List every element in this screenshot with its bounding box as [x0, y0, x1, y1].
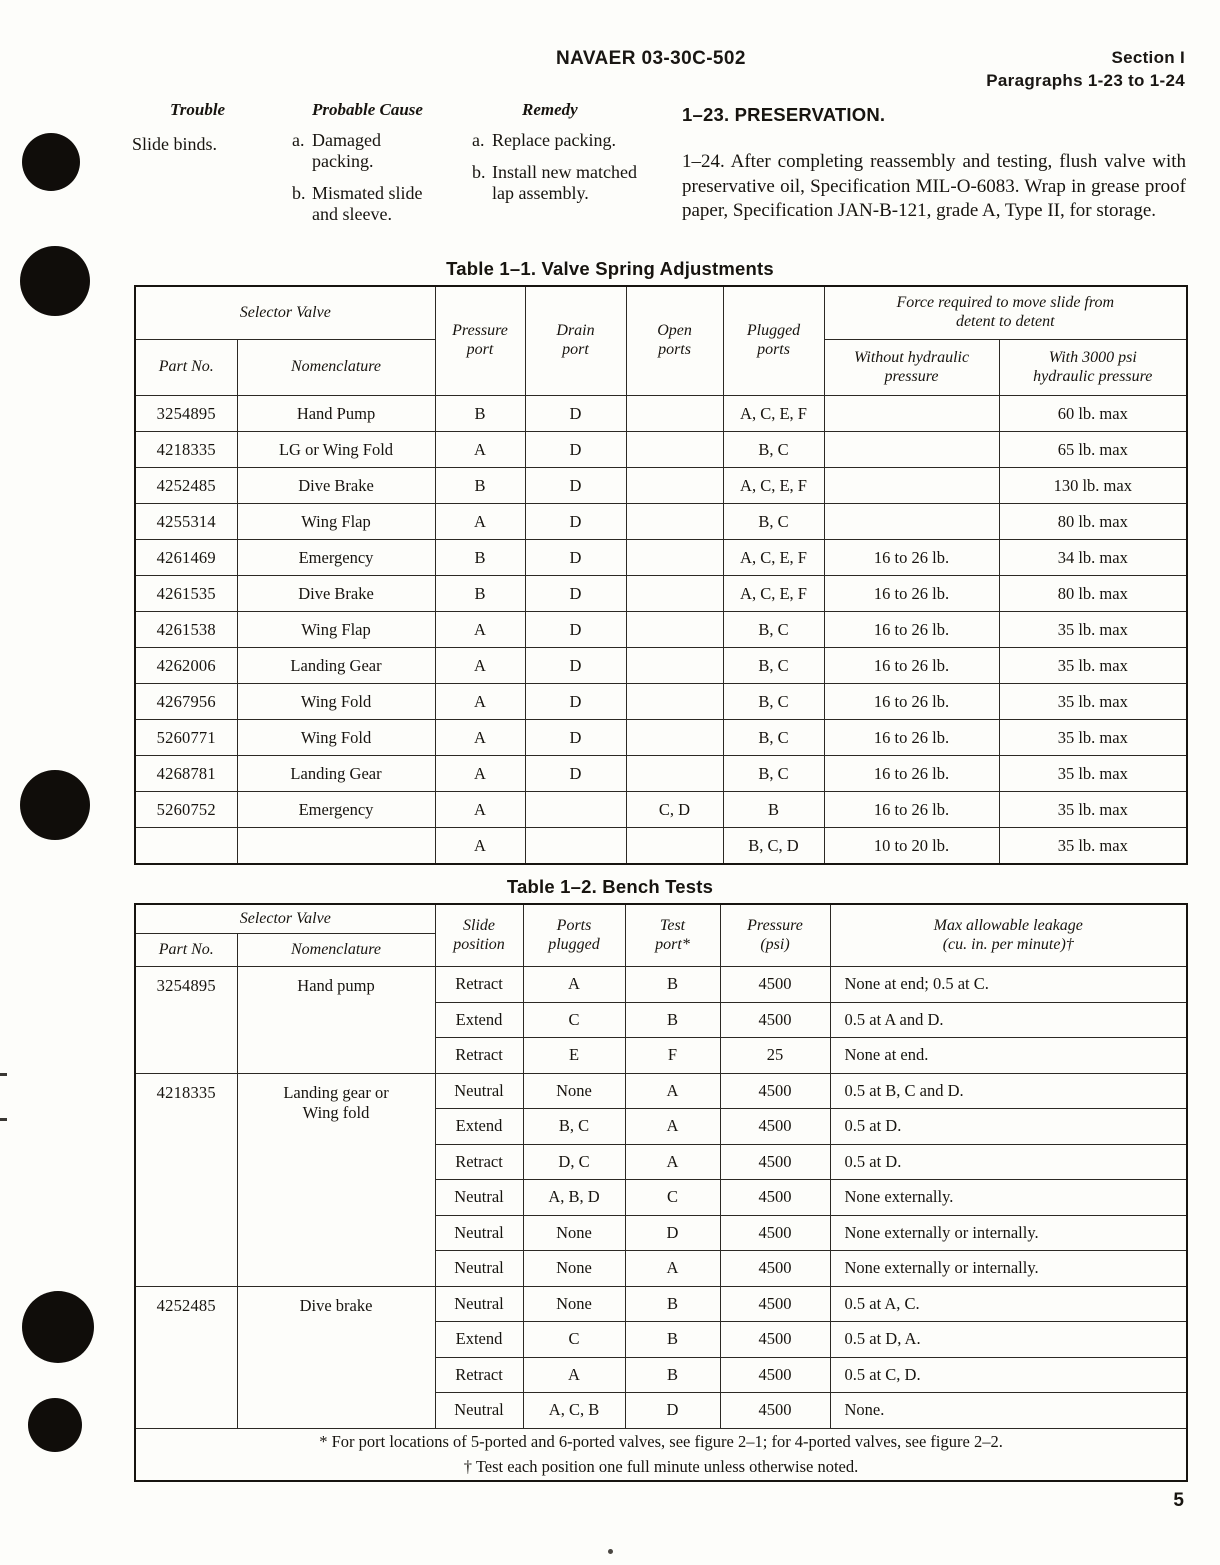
cell-part-no: 4262006 — [135, 648, 237, 684]
cell-without-pressure: 16 to 26 lb. — [824, 612, 999, 648]
cell-max-leakage: 0.5 at C, D. — [830, 1357, 1187, 1393]
cell-part-no: 4252485 — [135, 1286, 237, 1428]
cell-nomenclature: Emergency — [237, 792, 435, 828]
troubleshooting-block — [132, 100, 662, 250]
cell-open-ports — [626, 468, 723, 504]
cell-plugged-ports: B, C, D — [723, 828, 824, 865]
section-label: Section I — [1111, 48, 1185, 67]
cell-test-port: A — [625, 1251, 720, 1287]
cell-drain-port: D — [525, 432, 626, 468]
cell-with-3000-psi: 35 lb. max — [999, 828, 1187, 865]
probable-cause-list — [292, 130, 442, 236]
cell-nomenclature: Hand Pump — [237, 396, 435, 432]
cell-max-leakage: 0.5 at D, A. — [830, 1322, 1187, 1358]
table-row — [135, 1073, 1187, 1109]
cell-with-3000-psi: 60 lb. max — [999, 396, 1187, 432]
column-header-test-port: Test port* — [625, 904, 720, 967]
cell-max-leakage: 0.5 at D. — [830, 1109, 1187, 1145]
cell-nomenclature: LG or Wing Fold — [237, 432, 435, 468]
list-marker: b. — [472, 162, 486, 183]
cell-test-port: A — [625, 1109, 720, 1145]
cell-drain-port: D — [525, 720, 626, 756]
cell-plugged-ports: A, C, E, F — [723, 540, 824, 576]
list-marker: b. — [292, 183, 306, 204]
cell-slide-position: Neutral — [435, 1215, 523, 1251]
cell-with-3000-psi: 130 lb. max — [999, 468, 1187, 504]
column-header-probable-cause: Probable Cause — [312, 100, 423, 119]
cell-plugged-ports: B, C — [723, 720, 824, 756]
cell-with-3000-psi: 35 lb. max — [999, 720, 1187, 756]
cell-drain-port: D — [525, 540, 626, 576]
cell-part-no: 4255314 — [135, 504, 237, 540]
cell-pressure: 4500 — [720, 1393, 830, 1429]
cell-drain-port: D — [525, 756, 626, 792]
cell-pressure-port: A — [435, 612, 525, 648]
column-header-trouble: Trouble — [170, 100, 226, 119]
cell-nomenclature: Hand pump — [237, 967, 435, 1074]
trouble-text: Slide binds. — [132, 134, 218, 154]
column-header-open-ports: Open ports — [626, 286, 723, 396]
binding-hole-mark — [22, 133, 80, 191]
cell-nomenclature: Dive Brake — [237, 468, 435, 504]
table-footnote-row — [135, 1428, 1187, 1481]
cell-test-port: A — [625, 1073, 720, 1109]
cell-without-pressure: 16 to 26 lb. — [824, 540, 999, 576]
cell-without-pressure: 16 to 26 lb. — [824, 720, 999, 756]
list-text: Damaged packing. — [312, 130, 381, 172]
cell-pressure: 4500 — [720, 1002, 830, 1038]
cell-nomenclature — [237, 828, 435, 865]
document-number: NAVAER 03-30C-502 — [556, 48, 746, 69]
cell-pressure: 4500 — [720, 1073, 830, 1109]
group-header-selector-valve: Selector Valve — [135, 904, 435, 934]
cell-part-no: 4261535 — [135, 576, 237, 612]
table-header-row — [135, 286, 1187, 340]
cell-plugged-ports: B, C — [723, 432, 824, 468]
cell-test-port: C — [625, 1180, 720, 1216]
page-header — [0, 48, 1220, 98]
cell-max-leakage: None externally or internally. — [830, 1251, 1187, 1287]
column-header-plugged-ports: Plugged ports — [723, 286, 824, 396]
footnotes — [135, 1428, 1187, 1481]
cell-slide-position: Extend — [435, 1322, 523, 1358]
cell-max-leakage: None. — [830, 1393, 1187, 1429]
cell-drain-port — [525, 792, 626, 828]
table-row — [135, 828, 1187, 865]
column-header-nomenclature: Nomenclature — [237, 934, 435, 967]
table-1-1-caption: Table 1–1. Valve Spring Adjustments — [446, 258, 774, 279]
cell-test-port: F — [625, 1038, 720, 1074]
binding-hole-mark — [28, 1398, 82, 1452]
cell-without-pressure: 10 to 20 lb. — [824, 828, 999, 865]
cell-open-ports — [626, 432, 723, 468]
cell-nomenclature: Wing Fold — [237, 720, 435, 756]
table-row — [135, 504, 1187, 540]
cell-pressure: 4500 — [720, 1286, 830, 1322]
cell-open-ports — [626, 504, 723, 540]
cell-test-port: D — [625, 1215, 720, 1251]
table-1-2-caption: Table 1–2. Bench Tests — [506, 876, 714, 897]
cell-drain-port: D — [525, 612, 626, 648]
table-row — [135, 396, 1187, 432]
cell-pressure-port: A — [435, 648, 525, 684]
cell-nomenclature: Emergency — [237, 540, 435, 576]
cell-plugged-ports: B, C — [723, 756, 824, 792]
cell-plugged-ports: B, C — [723, 648, 824, 684]
cell-nomenclature: Wing Flap — [237, 612, 435, 648]
cell-without-pressure — [824, 396, 999, 432]
cell-with-3000-psi: 35 lb. max — [999, 684, 1187, 720]
cell-plugged-ports: B, C — [723, 684, 824, 720]
footnote-1: * For port locations of 5-ported and 6-ported valves, see figure 2–1; for 4-ported valves, see figure 2–2. — [319, 1431, 1003, 1451]
cell-slide-position: Retract — [435, 1038, 523, 1074]
cell-slide-position: Retract — [435, 1144, 523, 1180]
cell-ports-plugged: C — [523, 1322, 625, 1358]
cell-pressure: 4500 — [720, 1357, 830, 1393]
table-row — [135, 684, 1187, 720]
cell-part-no: 4268781 — [135, 756, 237, 792]
cell-with-3000-psi: 80 lb. max — [999, 576, 1187, 612]
column-header-pressure: Pressure (psi) — [720, 904, 830, 967]
list-text: Replace packing. — [492, 130, 616, 150]
cell-ports-plugged: None — [523, 1251, 625, 1287]
cell-drain-port: D — [525, 396, 626, 432]
cell-with-3000-psi: 34 lb. max — [999, 540, 1187, 576]
cell-with-3000-psi: 35 lb. max — [999, 648, 1187, 684]
table-header-row — [135, 904, 1187, 934]
cell-with-3000-psi: 65 lb. max — [999, 432, 1187, 468]
cell-max-leakage: None externally or internally. — [830, 1215, 1187, 1251]
footnote-2: † Test each position one full minute unless otherwise noted. — [463, 1457, 859, 1477]
table-row — [135, 792, 1187, 828]
paragraph-range: Paragraphs 1-23 to 1-24 — [986, 71, 1185, 90]
column-header-part-no: Part No. — [135, 340, 237, 396]
cell-with-3000-psi: 35 lb. max — [999, 756, 1187, 792]
cell-part-no: 4218335 — [135, 1073, 237, 1286]
binding-hole-mark — [22, 1291, 94, 1363]
column-header-max-leakage: Max allowable leakage (cu. in. per minute)† — [830, 904, 1187, 967]
margin-tick — [0, 1118, 7, 1121]
cell-pressure: 4500 — [720, 1144, 830, 1180]
cell-pressure-port: A — [435, 720, 525, 756]
binding-hole-mark — [20, 246, 90, 316]
cell-open-ports — [626, 648, 723, 684]
cell-slide-position: Neutral — [435, 1180, 523, 1216]
cell-without-pressure: 16 to 26 lb. — [824, 684, 999, 720]
cell-ports-plugged: None — [523, 1073, 625, 1109]
cell-nomenclature: Landing Gear — [237, 648, 435, 684]
cell-slide-position: Neutral — [435, 1251, 523, 1287]
cell-open-ports: C, D — [626, 792, 723, 828]
cell-part-no: 3254895 — [135, 967, 237, 1074]
cell-test-port: B — [625, 1002, 720, 1038]
cell-without-pressure: 16 to 26 lb. — [824, 792, 999, 828]
list-item — [472, 162, 662, 204]
table-row — [135, 576, 1187, 612]
cell-nomenclature: Wing Flap — [237, 504, 435, 540]
table-row — [135, 967, 1187, 1003]
cell-test-port: A — [625, 1144, 720, 1180]
table-1-2-body — [135, 967, 1187, 1481]
cell-pressure-port: A — [435, 792, 525, 828]
column-header-without-pressure: Without hydraulic pressure — [824, 340, 999, 396]
cell-without-pressure — [824, 432, 999, 468]
cell-max-leakage: None externally. — [830, 1180, 1187, 1216]
cell-max-leakage: None at end. — [830, 1038, 1187, 1074]
cell-pressure: 4500 — [720, 1322, 830, 1358]
cell-pressure: 4500 — [720, 1251, 830, 1287]
cell-drain-port: D — [525, 504, 626, 540]
preservation-body: 1–24. After completing reassembly and testing, flush valve with preservative oil, Specification MIL-O-6083. Wrap in grease proof paper, Specification JAN-B-121, grade A, Type II, for storage. — [682, 151, 1186, 222]
table-row — [135, 1286, 1187, 1322]
cell-with-3000-psi: 80 lb. max — [999, 504, 1187, 540]
cell-pressure-port: A — [435, 432, 525, 468]
cell-ports-plugged: A, C, B — [523, 1393, 625, 1429]
cell-ports-plugged: D, C — [523, 1144, 625, 1180]
cell-nomenclature: Dive Brake — [237, 576, 435, 612]
table-row — [135, 612, 1187, 648]
cell-test-port: B — [625, 967, 720, 1003]
cell-without-pressure: 16 to 26 lb. — [824, 576, 999, 612]
cell-without-pressure: 16 to 26 lb. — [824, 756, 999, 792]
cell-ports-plugged: B, C — [523, 1109, 625, 1145]
cell-part-no: 4252485 — [135, 468, 237, 504]
cell-part-no: 3254895 — [135, 396, 237, 432]
cell-ports-plugged: None — [523, 1215, 625, 1251]
cell-part-no: 4218335 — [135, 432, 237, 468]
list-item — [472, 130, 662, 151]
cell-test-port: B — [625, 1322, 720, 1358]
table-1-2 — [134, 903, 1188, 1482]
cell-part-no — [135, 828, 237, 865]
column-header-ports-plugged: Ports plugged — [523, 904, 625, 967]
cell-slide-position: Retract — [435, 967, 523, 1003]
cell-with-3000-psi: 35 lb. max — [999, 792, 1187, 828]
cell-pressure-port: A — [435, 684, 525, 720]
cell-ports-plugged: C — [523, 1002, 625, 1038]
list-marker: a. — [472, 130, 485, 150]
cell-max-leakage: 0.5 at B, C and D. — [830, 1073, 1187, 1109]
cell-slide-position: Extend — [435, 1002, 523, 1038]
cell-pressure: 4500 — [720, 1109, 830, 1145]
cell-ports-plugged: A — [523, 967, 625, 1003]
remedy-list — [472, 130, 662, 215]
cell-test-port: B — [625, 1357, 720, 1393]
list-item — [292, 130, 442, 172]
cell-pressure-port: A — [435, 828, 525, 865]
cell-slide-position: Neutral — [435, 1073, 523, 1109]
group-header-selector-valve: Selector Valve — [135, 286, 435, 340]
cell-part-no: 5260771 — [135, 720, 237, 756]
cell-nomenclature: Wing Fold — [237, 684, 435, 720]
cell-without-pressure: 16 to 26 lb. — [824, 648, 999, 684]
cell-without-pressure — [824, 468, 999, 504]
cell-part-no: 4267956 — [135, 684, 237, 720]
registration-dot — [608, 1549, 613, 1554]
column-header-remedy: Remedy — [522, 100, 578, 119]
cell-max-leakage: 0.5 at A and D. — [830, 1002, 1187, 1038]
column-header-pressure-port: Pressure port — [435, 286, 525, 396]
cell-pressure-port: B — [435, 396, 525, 432]
cell-plugged-ports: B, C — [723, 504, 824, 540]
table-row — [135, 468, 1187, 504]
cell-max-leakage: None at end; 0.5 at C. — [830, 967, 1187, 1003]
cell-ports-plugged: A, B, D — [523, 1180, 625, 1216]
cell-ports-plugged: None — [523, 1286, 625, 1322]
cell-open-ports — [626, 756, 723, 792]
cell-plugged-ports: B — [723, 792, 824, 828]
cell-pressure-port: B — [435, 576, 525, 612]
list-item — [292, 183, 442, 225]
cell-open-ports — [626, 576, 723, 612]
column-header-slide-position: Slide position — [435, 904, 523, 967]
cell-drain-port: D — [525, 648, 626, 684]
page-number: 5 — [1173, 1490, 1184, 1511]
cell-open-ports — [626, 720, 723, 756]
cell-nomenclature: Dive brake — [237, 1286, 435, 1428]
cell-open-ports — [626, 540, 723, 576]
cell-pressure: 4500 — [720, 967, 830, 1003]
cell-slide-position: Retract — [435, 1357, 523, 1393]
cell-part-no: 5260752 — [135, 792, 237, 828]
column-header-drain-port: Drain port — [525, 286, 626, 396]
cell-nomenclature: Landing gear or Wing fold — [237, 1073, 435, 1286]
table-1-1-body — [135, 396, 1187, 865]
list-text: Mismated slide and sleeve. — [312, 183, 423, 225]
cell-plugged-ports: A, C, E, F — [723, 468, 824, 504]
cell-test-port: D — [625, 1393, 720, 1429]
column-header-part-no: Part No. — [135, 934, 237, 967]
table-1-1 — [134, 285, 1188, 865]
cell-drain-port: D — [525, 576, 626, 612]
cell-plugged-ports: A, C, E, F — [723, 396, 824, 432]
binding-hole-mark — [20, 770, 90, 840]
cell-drain-port: D — [525, 468, 626, 504]
cell-pressure-port: A — [435, 504, 525, 540]
cell-plugged-ports: B, C — [723, 612, 824, 648]
cell-nomenclature: Landing Gear — [237, 756, 435, 792]
cell-test-port: B — [625, 1286, 720, 1322]
table-row — [135, 720, 1187, 756]
cell-max-leakage: 0.5 at A, C. — [830, 1286, 1187, 1322]
cell-pressure-port: B — [435, 468, 525, 504]
cell-pressure-port: B — [435, 540, 525, 576]
preservation-section — [682, 104, 1186, 224]
cell-pressure: 4500 — [720, 1215, 830, 1251]
table-row — [135, 756, 1187, 792]
cell-part-no: 4261538 — [135, 612, 237, 648]
table-row — [135, 540, 1187, 576]
cell-plugged-ports: A, C, E, F — [723, 576, 824, 612]
cell-open-ports — [626, 612, 723, 648]
cell-slide-position: Neutral — [435, 1286, 523, 1322]
list-text: Install new matched lap assembly. — [492, 162, 637, 204]
margin-tick — [0, 1073, 7, 1076]
cell-drain-port: D — [525, 684, 626, 720]
preservation-heading: 1–23. PRESERVATION. — [682, 104, 886, 125]
cell-pressure: 4500 — [720, 1180, 830, 1216]
cell-max-leakage: 0.5 at D. — [830, 1144, 1187, 1180]
cell-without-pressure — [824, 504, 999, 540]
group-header-force: Force required to move slide from detent to detent — [824, 286, 1187, 340]
column-header-with-3000-psi: With 3000 psi hydraulic pressure — [999, 340, 1187, 396]
list-marker: a. — [292, 130, 305, 150]
column-header-nomenclature: Nomenclature — [237, 340, 435, 396]
cell-slide-position: Extend — [435, 1109, 523, 1145]
cell-slide-position: Neutral — [435, 1393, 523, 1429]
cell-pressure: 25 — [720, 1038, 830, 1074]
cell-open-ports — [626, 828, 723, 865]
cell-part-no: 4261469 — [135, 540, 237, 576]
cell-ports-plugged: E — [523, 1038, 625, 1074]
cell-open-ports — [626, 684, 723, 720]
cell-ports-plugged: A — [523, 1357, 625, 1393]
table-row — [135, 648, 1187, 684]
cell-drain-port — [525, 828, 626, 865]
cell-open-ports — [626, 396, 723, 432]
table-row — [135, 432, 1187, 468]
cell-with-3000-psi: 35 lb. max — [999, 612, 1187, 648]
cell-pressure-port: A — [435, 756, 525, 792]
